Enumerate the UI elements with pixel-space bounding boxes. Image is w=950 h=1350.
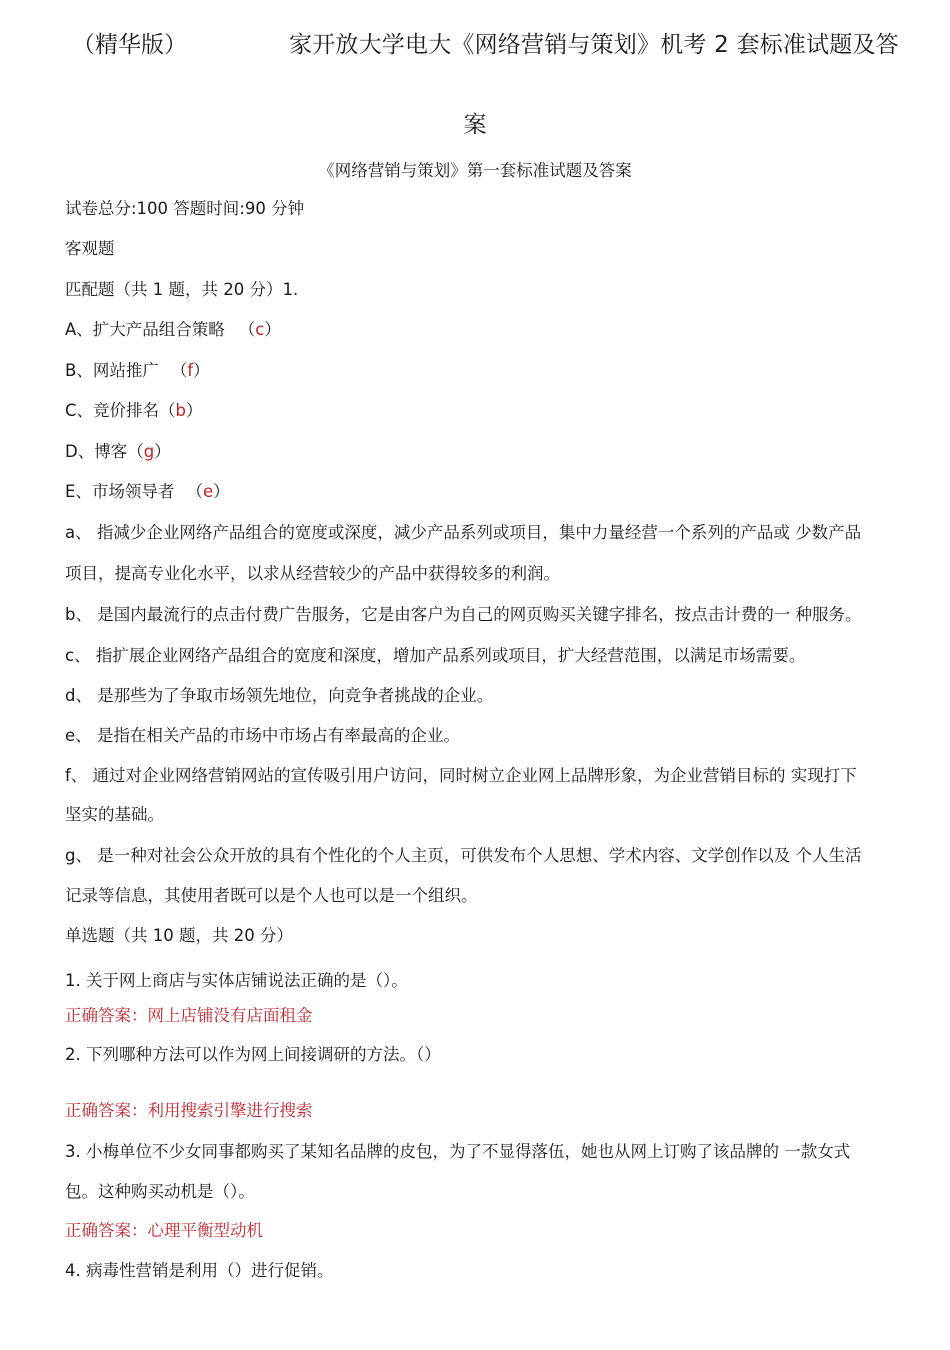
matching-item-label: A、扩大产品组合策略 [65, 320, 225, 339]
document-title-line2: 案 [463, 112, 487, 138]
matching-item-label: B、网站推广 [65, 361, 159, 380]
matching-answer: e [202, 482, 214, 501]
single-choice-heading: 单选题（共 10 题，共 20 分） [65, 926, 293, 945]
matching-item: E、市场领导者 （e） [65, 482, 230, 501]
definition-line: c、 指扩展企业网络产品组合的宽度和深度，增加产品系列或项目，扩大经营范围，以满足市场需要。 [65, 646, 806, 665]
matching-item: B、网站推广 （f） [65, 361, 210, 380]
definition-line: 坚实的基础。 [65, 805, 164, 824]
question-text-continued: 包。这种购买动机是（）。 [65, 1182, 255, 1201]
question-text: 2. 下列哪种方法可以作为网上间接调研的方法。（） [65, 1045, 441, 1064]
paper-subtitle: 《网络营销与策划》第一套标准试题及答案 [318, 161, 632, 180]
matching-item: A、扩大产品组合策略 （c） [65, 320, 281, 339]
matching-heading: 匹配题（共 1 题，共 20 分）1. [65, 280, 299, 299]
matching-item-label: E、市场领导者 [65, 482, 175, 501]
definition-line: 记录等信息，其使用者既可以是个人也可以是一个组织。 [65, 886, 478, 905]
matching-answer: b [175, 401, 187, 420]
definition-line: a、 指减少企业网络产品组合的宽度或深度，减少产品系列或项目，集中力量经营一个系列的产品或 少数产品 [65, 523, 862, 542]
definition-line: e、 是指在相关产品的市场中市场占有率最高的企业。 [65, 726, 460, 745]
question-text: 4. 病毒性营销是利用（）进行促销。 [65, 1261, 334, 1280]
matching-item-label: C、竞价排名 [65, 401, 160, 420]
matching-item: D、博客（g） [65, 442, 171, 461]
exam-info: 试卷总分:100 答题时间:90 分钟 [65, 199, 305, 218]
definition-line: b、 是国内最流行的点击付费广告服务，它是由客户为自己的网页购买关键字排名，按点击计费的一 种服务。 [65, 605, 862, 624]
matching-answer: g [143, 442, 155, 461]
matching-item-label: D、博客 [65, 442, 128, 461]
question-text: 1. 关于网上商店与实体店铺说法正确的是（）。 [65, 971, 408, 990]
matching-answer: c [255, 320, 265, 339]
section-objective: 客观题 [65, 239, 115, 258]
correct-answer: 正确答案：网上店铺没有店面租金 [65, 1006, 313, 1025]
matching-answer: f [187, 361, 194, 380]
definition-line: g、 是一种对社会公众开放的具有个性化的个人主页，可供发布个人思想、学术内容、文学创作以及 个人生活 [65, 846, 862, 865]
matching-item: C、竞价排名（b） [65, 401, 203, 420]
correct-answer: 正确答案：利用搜索引擎进行搜索 [65, 1101, 313, 1120]
edition-tag: （精华版） [72, 32, 187, 58]
correct-answer: 正确答案：心理平衡型动机 [65, 1221, 263, 1240]
definition-line: f、 通过对企业网络营销网站的宣传吸引用户访问，同时树立企业网上品牌形象，为企业营销目标的 实现打下 [65, 766, 857, 785]
definition-line: d、 是那些为了争取市场领先地位，向竞争者挑战的企业。 [65, 686, 494, 705]
document-title-line1: 家开放大学电大《网络营销与策划》机考 2 套标准试题及答 [289, 32, 899, 58]
question-text: 3. 小梅单位不少女同事都购买了某知名品牌的皮包，为了不显得落伍，她也从网上订购了该品牌的 一款女式 [65, 1142, 851, 1161]
definition-line: 项目，提高专业化水平，以求从经营较少的产品中获得较多的利润。 [65, 564, 560, 583]
